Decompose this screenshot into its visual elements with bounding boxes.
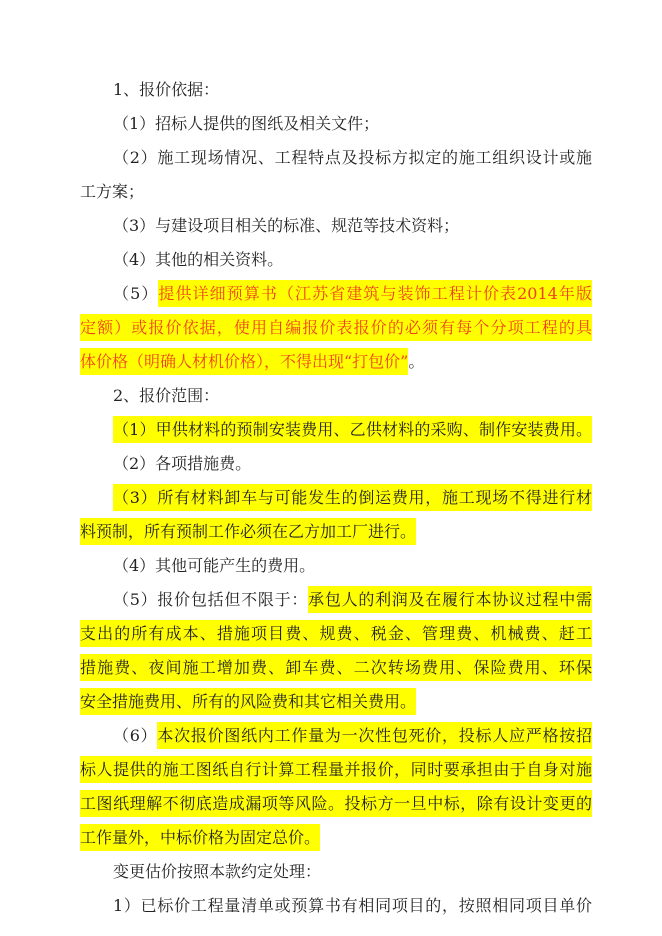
highlighted-text: 工图纸理解不彻底造成漏项等风险。投标方一旦中标，除有设计变更的	[80, 790, 592, 817]
text-line	[80, 345, 592, 379]
text-line	[80, 787, 592, 821]
text-line	[80, 889, 592, 923]
text-segment: 1、报价依据：	[113, 80, 220, 99]
text-line	[80, 753, 592, 787]
text-line	[80, 311, 592, 345]
text-segment: 。	[408, 352, 425, 371]
highlighted-text: 定额）或报价依据，使用自编报价表报价的必须有每个分项工程的具	[80, 314, 592, 341]
text-segment: 2、报价范围：	[113, 386, 220, 405]
text-segment: （6）	[113, 726, 158, 745]
text-line	[80, 107, 592, 141]
text-segment: 工方案；	[80, 182, 145, 201]
highlighted-text: 安全措施费用、所有的风险费和其它相关费用。	[80, 688, 416, 715]
highlighted-text: 支出的所有成本、措施项目费、规费、税金、管理费、机械费、赶工	[80, 620, 592, 647]
text-segment: （4）其他可能产生的费用。	[113, 556, 316, 575]
text-segment: （1）招标人提供的图纸及相关文件；	[113, 114, 380, 133]
text-line	[80, 685, 592, 719]
text-line	[80, 515, 592, 549]
highlighted-text: 标人提供的施工图纸自行计算工程量并报价，同时要承担由于自身对施	[80, 756, 592, 783]
text-line	[80, 447, 592, 481]
highlighted-text: 措施费、夜间施工增加费、卸车费、二次转场费用、保险费用、环保	[80, 654, 592, 681]
text-segment: 变更估价按照本款约定处理：	[113, 862, 322, 881]
text-line	[80, 73, 592, 107]
text-line	[80, 583, 592, 617]
text-line	[80, 413, 592, 447]
text-line	[80, 855, 592, 889]
text-line	[80, 481, 592, 515]
text-segment: （2）各项措施费。	[113, 454, 252, 473]
document-body	[80, 73, 592, 923]
highlighted-text: 承包人的利润及在履行本协议过程中需	[308, 586, 592, 613]
highlighted-text: 料预制，所有预制工作必须在乙方加工厂进行。	[80, 518, 416, 545]
text-line	[80, 141, 592, 175]
text-line	[80, 719, 592, 753]
text-segment: （2）施工现场情况、工程特点及投标方拟定的施工组织设计或施	[113, 148, 592, 167]
text-line	[80, 209, 592, 243]
highlighted-text: 提供详细预算书（江苏省建筑与装饰工程计价表2014年版	[158, 280, 592, 307]
text-segment: （3）与建设项目相关的标准、规范等技术资料；	[113, 216, 460, 235]
text-line	[80, 243, 592, 277]
text-line	[80, 379, 592, 413]
text-segment: （5）	[113, 284, 159, 303]
text-line	[80, 549, 592, 583]
text-line	[80, 617, 592, 651]
text-segment: （5）报价包括但不限于：	[113, 590, 309, 609]
text-line	[80, 277, 592, 311]
highlighted-text: 工作量外，中标价格为固定总价。	[80, 824, 320, 851]
text-line	[80, 175, 592, 209]
highlighted-text: （3）所有材料卸车与可能发生的倒运费用，施工现场不得进行材	[113, 484, 592, 511]
highlighted-text: （1）甲供材料的预制安装费用、乙供材料的采购、制作安装费用。	[113, 416, 592, 443]
highlighted-text: 本次报价图纸内工作量为一次性包死价，投标人应严格按招	[157, 722, 592, 749]
text-line	[80, 651, 592, 685]
text-segment: 1）已标价工程量清单或预算书有相同项目的，按照相同项目单价	[113, 896, 592, 915]
text-segment: （4）其他的相关资料。	[113, 250, 284, 269]
highlighted-text: 体价格（明确人材机价格），不得出现“打包价”	[80, 348, 408, 375]
text-line	[80, 821, 592, 855]
